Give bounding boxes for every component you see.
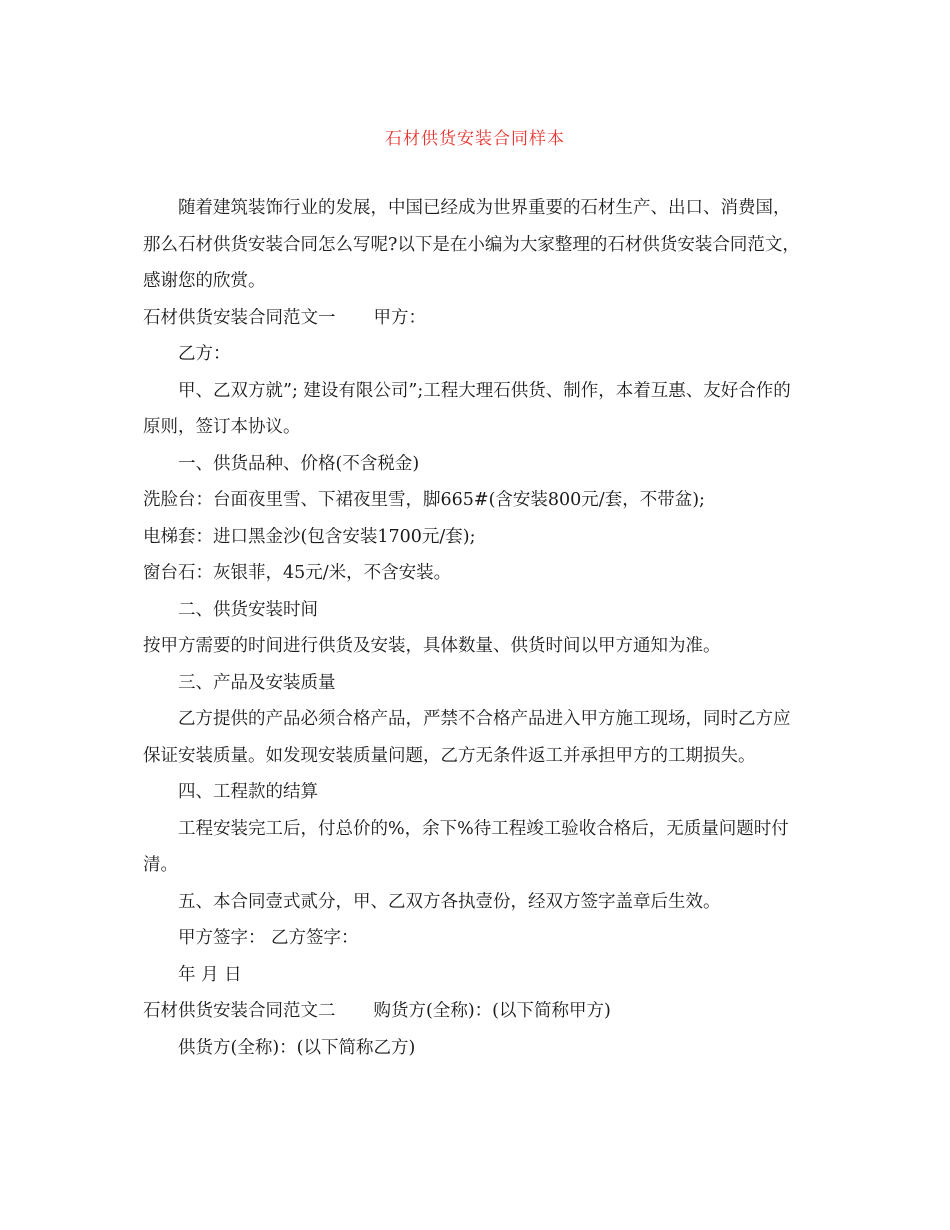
- date-line: 年 月 日: [178, 964, 242, 985]
- preamble-paragraph: 甲、乙双方就”; 建设有限公司”;工程大理石供货、制作，本着互惠、友好合作的原则，签订本协议。: [143, 380, 791, 437]
- item-window: 窗台石：灰银菲，45元/米，不含安装。: [143, 563, 452, 583]
- party-b-label: 乙方：: [178, 344, 231, 364]
- section1-title: 一、供货品种、价格(不含税金): [178, 453, 420, 474]
- section2-body: 按甲方需要的时间进行供货及安装，具体数量、供货时间以甲方通知为准。: [143, 636, 721, 656]
- document-title: 石材供货安装合同样本: [385, 129, 565, 149]
- intro-paragraph: 随着建筑装饰行业的发展，中国已经成为世界重要的石材生产、出口、消费国，那么石材供货安装合同怎么写呢?以下是在小编为大家整理的石材供货安装合同范文，感谢您的欣赏。: [143, 198, 800, 291]
- sample2-heading: 石材供货安装合同范文二: [143, 1001, 336, 1021]
- sample1-heading-line: [143, 300, 805, 337]
- party-a-label: 甲方：: [373, 307, 426, 328]
- sample1-heading: 石材供货安装合同范文一: [143, 307, 336, 328]
- section4-body: 工程安装完工后，付总价的%，余下%待工程竣工验收合格后，无质量问题时付清。: [143, 818, 789, 875]
- buyer-label: 购货方(全称)：(以下简称甲方): [373, 1001, 611, 1021]
- section3-title: 三、产品及安装质量: [178, 672, 336, 693]
- section5-paragraph: 五、本合同壹式贰分，甲、乙双方各执壹份，经双方签字盖章后生效。: [178, 891, 721, 912]
- sample2-heading-line: [143, 993, 805, 1030]
- supplier-label: 供货方(全称)：(以下简称乙方): [178, 1037, 416, 1058]
- section2-title: 二、供货安装时间: [178, 599, 318, 620]
- section4-title: 四、工程款的结算: [178, 782, 318, 802]
- item-elevator: 电梯套：进口黑金沙(包含安装1700元/套);: [143, 526, 476, 547]
- document-body: [143, 190, 805, 1066]
- item-basin: 洗脸台：台面夜里雪、下裙夜里雪，脚665#(含安装800元/套，不带盆);: [143, 490, 705, 510]
- section3-body: 乙方提供的产品必须合格产品，严禁不合格产品进入甲方施工现场，同时乙方应保证安装质量。如发现安装质量问题，乙方无条件返工并承担甲方的工期损失。: [143, 709, 791, 766]
- signature-line: 甲方签字： 乙方签字：: [178, 928, 359, 948]
